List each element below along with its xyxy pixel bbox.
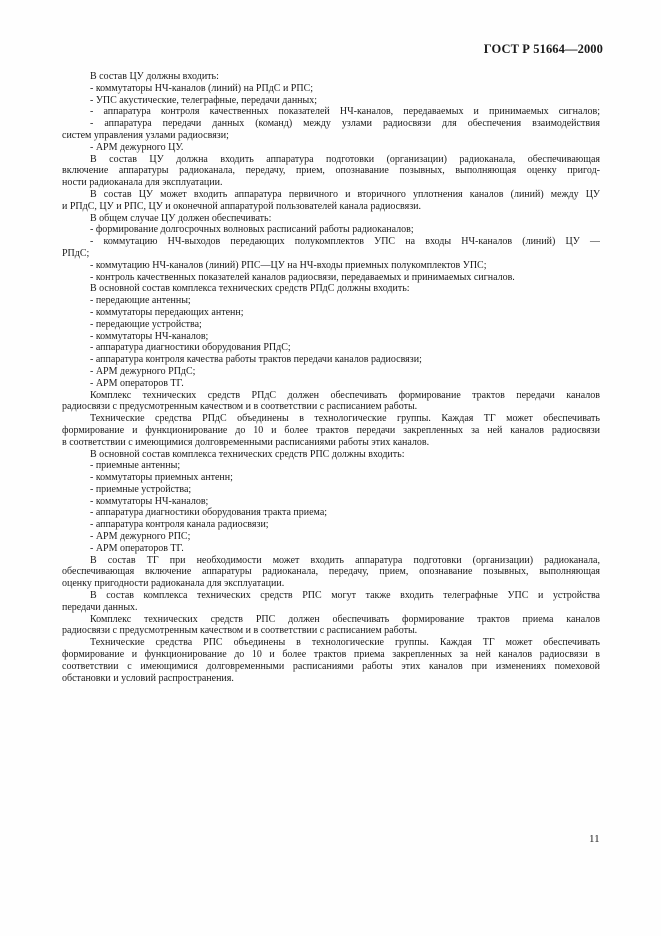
text-line: РПдС; [62,247,90,259]
list-item: - аппаратура диагностики оборудования тракта приема; [90,507,328,519]
list-item: - АРМ дежурного ЦУ. [90,141,184,153]
page-number: 11 [589,833,600,845]
text-line: В основной состав комплекса технических средств РПС должны входить: [90,448,405,460]
text-line: и РПдС, ЦУ и РПС, ЦУ и оконечной аппаратурой пользователей канала радиосвязи. [62,200,422,212]
list-item: - коммутаторы НЧ-каналов; [90,330,209,342]
text-line: В состав комплекса технических средств РПС могут также входить телеграфные УПС и устройства [90,590,600,602]
list-item: - аппаратура контроля качества работы трактов передачи каналов радиосвязи; [90,354,422,366]
standard-header: ГОСТ Р 51664—2000 [483,42,603,56]
text-line: В состав ЦУ должна входить аппаратура подготовки (организации) радиоканала, обеспечивающая [90,153,600,165]
list-item: - АРМ операторов ТГ. [90,542,184,554]
list-item: - АРМ дежурного РПдС; [90,365,196,377]
text-line: соответствии с имеющимися долговременными расписаниями работы этих каналов при изменениях помеховой [62,660,600,672]
text-line: В основной состав комплекса технических средств РПдС должны входить: [90,283,410,295]
list-item: - приемные антенны; [90,460,181,472]
text-line: оценку пригодности радиоканала для эксплуатации. [62,578,285,590]
list-item: - контроль качественных показателей каналов радиосвязи, передаваемых и принимаемых сигналов. [90,271,515,283]
list-item: - передающие антенны; [90,295,191,307]
list-item: - коммутаторы НЧ-каналов; [90,495,209,507]
text-line: В состав ТГ при необходимости может входить аппаратура подготовки (организации) радиоканала, [90,554,600,566]
list-item: - коммутацию НЧ-выходов передающих полукомплектов УПС на входы НЧ-каналов (линий) ЦУ — [90,236,600,248]
list-item: - аппаратура контроля качественных показателей НЧ-каналов, передаваемых и принимаемых сигналов; [90,106,600,118]
text-line: ности радиоканала для эксплуатации. [62,177,223,189]
text-line: Технические средства РПС объединены в технологические группы. Каждая ТГ может обеспечивать [90,637,600,649]
text-line: обстановки и условий распространения. [62,672,234,684]
list-item: - аппаратура контроля канала радиосвязи; [90,519,269,531]
list-item: - АРМ операторов ТГ. [90,377,184,389]
text-line: Технические средства РПдС объединены в технологические группы. Каждая ТГ может обеспечивать [90,413,600,425]
list-item: - коммутаторы приемных антенн; [90,472,233,484]
text-line: обеспечивающая включение аппаратуры радиоканала, передачу, прием, опознавание позывных, выполняющая [62,566,600,578]
list-item: - УПС акустические, телеграфные, передачи данных; [90,94,318,106]
list-item: - АРМ дежурного РПС; [90,531,191,543]
list-item: - коммутацию НЧ-каналов (линий) РПС—ЦУ на НЧ-входы приемных полукомплектов УПС; [90,259,487,271]
text-line: Комплекс технических средств РПС должен обеспечивать формирование трактов приема каналов [90,613,600,625]
list-item: - передающие устройства; [90,318,202,330]
text-line: систем управления узлами радиосвязи; [62,129,229,141]
text-line: включение аппаратуры радиоканала, передачу, прием, опознавание позывных, выполняющая оценку пригод- [62,165,600,177]
text-line: В состав ЦУ должны входить: [90,71,219,82]
list-item: - аппаратура передачи данных (команд) между узлами радиосвязи для обеспечения взаимодействия [90,118,600,130]
document-body [62,71,600,684]
list-item: - коммутаторы НЧ-каналов (линий) на РПдС и РПС; [90,82,314,94]
text-line: радиосвязи с предусмотренным качеством и в соответствии с расписанием работы. [62,401,418,413]
list-item: - приемные устройства; [90,483,192,495]
text-line: радиосвязи с предусмотренным качеством и в соответствии с расписанием работы. [62,625,418,637]
text-line: в соответствии с имеющимися долговременными расписаниями работы этих каналов. [62,436,430,448]
text-line: В состав ЦУ может входить аппаратура первичного и вторичного уплотнения каналов (линий) между ЦУ [90,188,600,200]
list-item: - формирование долгосрочных волновых расписаний работы радиоканалов; [90,224,414,236]
text-line: передачи данных. [62,601,138,613]
text-line: Комплекс технических средств РПдС должен обеспечивать формирование трактов передачи каналов [90,389,600,401]
list-item: - коммутаторы передающих антенн; [90,306,244,318]
text-line: формирование и функционирование до 10 и более трактов передачи закрепленных за ней каналов радиосвязи [62,424,600,436]
text-line: формирование и функционирование до 10 и более трактов приема закрепленных за ней каналов радиосвязи в [62,649,600,661]
list-item: - аппаратура диагностики оборудования РПдС; [90,342,291,354]
text-line: В общем случае ЦУ должен обеспечивать: [90,212,272,224]
